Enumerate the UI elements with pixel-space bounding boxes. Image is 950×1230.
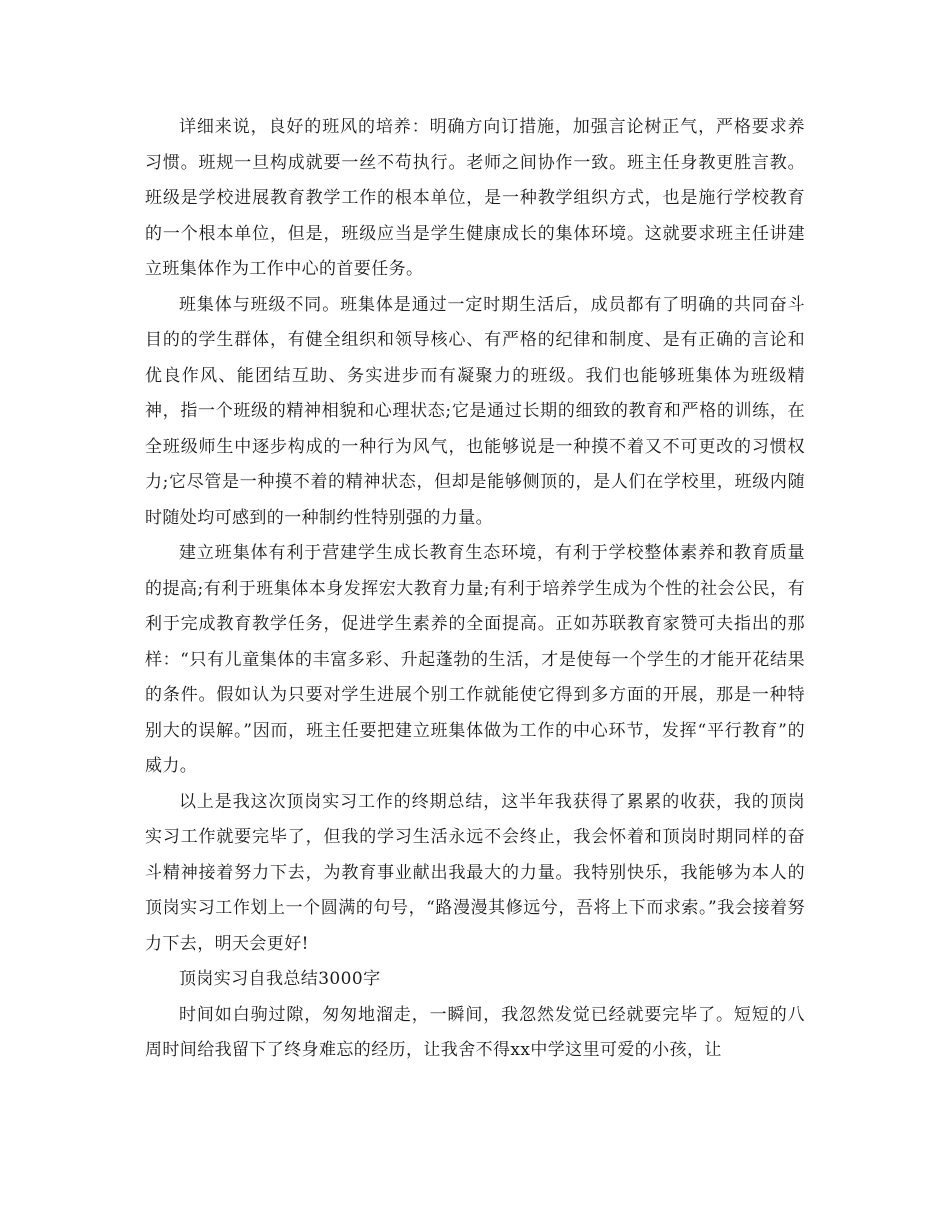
paragraph-class-collective: 班集体与班级不同。班集体是通过一定时期生活后，成员都有了明确的共同奋斗目的的学生群体，有健全组织和领导核心、有严格的纪律和制度、是有正确的言论和优良作风、能团结互助、务实进步而有凝聚力的班级。我们也能够班集体为班级精神，指一个班级的精神相貌和心理状态;它是通过长期的细致的教育和严格的训练，在全班级师生中逐步构成的一种行为风气，也能够说是一种摸不着又不可更改的习惯权力;它尽管是一种摸不着的精神状态，但却是能够侧顶的，是人们在学校里，班级内随时随处均可感到的一种制约性特别强的力量。	[145, 294, 805, 528]
paragraph-class-atmosphere: 详细来说，良好的班风的培养：明确方向订措施，加强言论树正气，严格要求养习惯。班规一旦构成就要一丝不苟执行。老师之间协作一致。班主任身教更胜言教。班级是学校进展教育教学工作的根本单位，是一种教学组织方式，也是施行学校教育的一个根本单位，但是，班级应当是学生健康成长的集体环境。这就要求班主任讲建立班集体作为工作中心的首要任务。	[145, 117, 805, 279]
paragraph-collective-benefits: 建立班集体有利于营建学生成长教育生态环境，有利于学校整体素养和教育质量的提高;有利于班集体本身发挥宏大教育力量;有利于培养学生成为个性的社会公民，有利于完成教育教学任务，促进学生素养的全面提高。正如苏联教育家赞可夫指出的那样：“只有儿童集体的丰富多彩、升起蓬勃的生活，才是使每一个学生的才能开花结果的条件。假如认为只要对学生进展个别工作就能使它得到多方面的开展，那是一种特别大的误解。”因而，班主任要把建立班集体做为工作的中心环节，发挥“平行教育”的威力。	[145, 543, 805, 776]
document-body	[145, 110, 805, 1069]
section-heading: 顶岗实习自我总结3000字	[179, 969, 381, 989]
paragraph-time-flies: 时间如白驹过隙，匆匆地溜走，一瞬间，我忽然发觉已经就要完毕了。短短的八周时间给我留下了终身难忘的经历，让我舍不得xx中学这里可爱的小孩，让	[145, 1004, 805, 1060]
paragraph-internship-summary: 以上是我这次顶岗实习工作的终期总结，这半年我获得了累累的收获，我的顶岗实习工作就要完毕了，但我的学习生活永远不会终止，我会怀着和顶岗时期同样的奋斗精神接着努力下去，为教育事业献出我最大的力量。我特别快乐，我能够为本人的顶岗实习工作划上一个圆满的句号，“路漫漫其修远兮，吾将上下而求索。”我会接着努力下去，明天会更好!	[145, 791, 805, 954]
